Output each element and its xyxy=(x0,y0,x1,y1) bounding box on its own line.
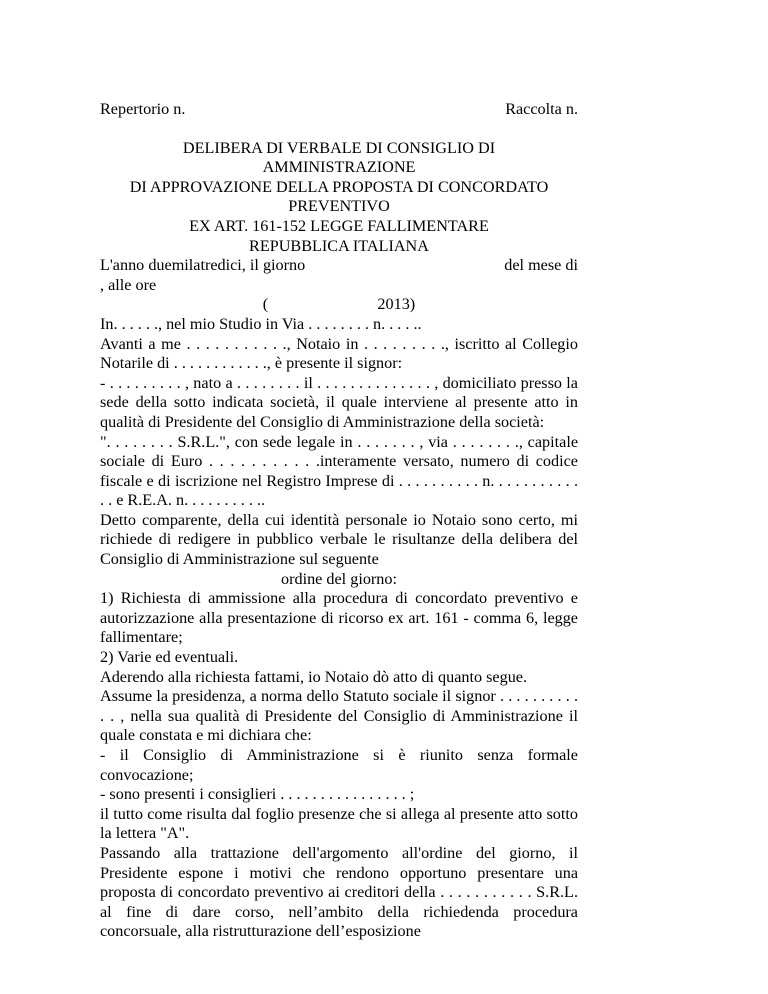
title-line: DI APPROVAZIONE DELLA PROPOSTA DI CONCORDATO xyxy=(129,177,549,196)
closing-paragraph: - il Consiglio di Amministrazione si è riunito senza formale convocazione; xyxy=(100,746,578,784)
document-header xyxy=(100,100,578,120)
title-line: PREVENTIVO xyxy=(288,197,390,216)
raccolta-label: Raccolta n. xyxy=(505,100,578,118)
date-line-left: L'anno duemilatredici, il giorno xyxy=(100,256,306,275)
closing-paragraph: Aderendo alla richiesta fattami, io Notaio dò atto di quanto segue. xyxy=(100,667,528,686)
closing-paragraph: Assume la presidenza, a norma dello Statuto sociale il signor . . . . . . . . . . . . , nella sua qualità di Presidente del Consiglio di Amministrazione il quale constata e mi dichiara che: xyxy=(100,687,578,745)
date-line-right: del mese di xyxy=(504,256,578,275)
body-paragraph: In. . . . . ., nel mio Studio in Via . . . . . . . . n. . . . .. xyxy=(100,314,422,333)
title-line: AMMINISTRAZIONE xyxy=(262,158,416,177)
document-page xyxy=(100,100,578,942)
year-line: ( 2013) xyxy=(262,295,416,314)
body-paragraph: - . . . . . . . . . , nato a . . . . . . . . il . . . . . . . . . . . . . . , domiciliato presso la sede della sotto indicata società, il quale interviene al presente atto in qualità di Presidente del Consiglio di Amministrazione della società: xyxy=(100,373,578,431)
document-title xyxy=(100,139,578,257)
closing-paragraph: - sono presenti i consiglieri . . . . . . . . . . . . . . . . ; xyxy=(100,785,415,804)
agenda-item: 1) Richiesta di ammissione alla procedura di concordato preventivo e autorizzazione alla presentazione di ricorso ex art. 161 - comma 6, legge fallimentare; xyxy=(100,589,578,647)
agenda-heading: ordine del giorno: xyxy=(281,569,397,588)
date-line xyxy=(100,256,578,276)
time-line: , alle ore xyxy=(100,275,157,294)
title-line: REPUBBLICA ITALIANA xyxy=(249,236,429,255)
body-paragraph: ". . . . . . . . S.R.L.", con sede legale in . . . . . . . , via . . . . . . . ., capitale sociale di Euro . . . . . . . . . . .interamente versato, numero di codice fiscale e di iscrizione nel Registro Imprese di . . . . . . . . . . n. . . . . . . . . . . . . e R.E.A. n. . . . . . . . . .. xyxy=(100,432,578,510)
title-line: DELIBERA DI VERBALE DI CONSIGLIO DI xyxy=(182,138,496,157)
agenda-item: 2) Varie ed eventuali. xyxy=(100,648,239,667)
closing-paragraph: il tutto come risulta dal foglio presenze che si allega al presente atto sotto la lettera "A". xyxy=(100,804,578,843)
closing-paragraph: Passando alla trattazione dell'argomento all'ordine del giorno, il Presidente espone i motivi che rendono opportuno presentare una proposta di concordato preventivo ai creditori della . . . . . . . . . . . S.R.L. al fine di dare corso, nell’ambito della richiedenda procedura concorsuale, alla ristrutturazione dell’esposizione xyxy=(100,843,578,941)
repertorio-label: Repertorio n. xyxy=(100,100,186,118)
body-paragraph: Avanti a me . . . . . . . . . . ., Notaio in . . . . . . . . ., iscritto al Collegio Notarile di . . . . . . . . . . . ., è presente il signor: xyxy=(100,334,578,373)
body-paragraph: Detto comparente, della cui identità personale io Notaio sono certo, mi richiede di redigere in pubblico verbale le risultanze della delibera del Consiglio di Amministrazione sul seguente xyxy=(100,510,578,569)
title-line: EX ART. 161-152 LEGGE FALLIMENTARE xyxy=(189,216,489,235)
